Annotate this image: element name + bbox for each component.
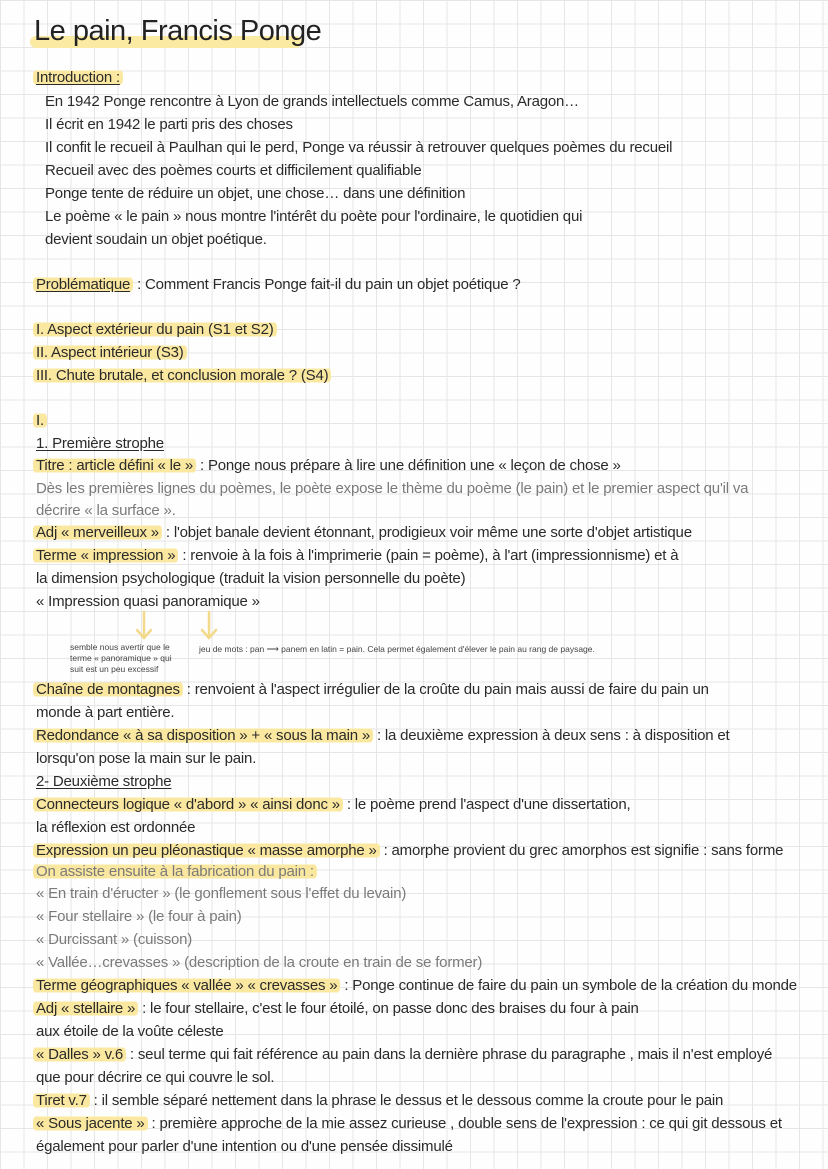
section-heading: I. xyxy=(36,411,47,431)
analysis-line: « Dalles » v.6 : seul terme qui fait référence au pain dans la dernière phrase du paragraphe , mais il n'est employé xyxy=(36,1045,772,1065)
plan-item: I. Aspect extérieur du pain (S1 et S2) xyxy=(36,320,277,340)
intro-line: Il écrit en 1942 le parti pris des choses xyxy=(45,116,293,133)
analysis-line: Dès les premières lignes du poèmes, le poète expose le thème du poème (le pain) et le premier aspect qu'il va xyxy=(36,480,749,497)
analysis-line: monde à part entière. xyxy=(36,704,175,721)
right-arrow-icon: ⟶ xyxy=(264,644,282,654)
fabrication-item: « Durcissant » (cuisson) xyxy=(36,931,193,948)
subsection-heading: 2- Deuxième strophe xyxy=(36,773,172,790)
side-note: semble nous avertir que le terme « panoramique » qui suit est un peu excessif xyxy=(70,642,172,674)
plan-item: III. Chute brutale, et conclusion morale ? (S4) xyxy=(36,366,331,386)
analysis-line: Terme géographiques « vallée » « crevasses » : Ponge continue de faire du pain un symbole de la création du monde xyxy=(36,976,797,996)
analysis-line: Connecteurs logique « d'abord » « ainsi donc » : le poème prend l'aspect d'une dissertation, xyxy=(36,795,630,815)
intro-line: Ponge tente de réduire un objet, une chose… dans une définition xyxy=(45,185,466,202)
subsection-heading: 1. Première strophe xyxy=(36,435,164,452)
analysis-line: Titre : article défini « le » : Ponge nous prépare à lire une définition une « leçon de chose » xyxy=(36,456,621,476)
analysis-line: On assiste ensuite à la fabrication du pain : xyxy=(36,862,317,882)
analysis-line: la dimension psychologique (traduit la vision personnelle du poète) xyxy=(36,570,466,587)
down-arrow-icon xyxy=(134,610,154,642)
problematique: Problématique : Comment Francis Ponge fait-il du pain un objet poétique ? xyxy=(36,275,521,295)
analysis-line: Expression un peu pléonastique « masse amorphe » : amorphe provient du grec amorphos est signifie : sans forme xyxy=(36,841,783,861)
analysis-line: aux étoile de la voûte céleste xyxy=(36,1023,224,1040)
intro-line: devient soudain un objet poétique. xyxy=(45,231,267,248)
fabrication-item: « En train d'éructer » (le gonflement sous l'effet du levain) xyxy=(36,885,407,902)
fabrication-item: « Four stellaire » (le four à pain) xyxy=(36,908,242,925)
analysis-line: Adj « stellaire » : le four stellaire, c'est le four étoilé, on passe donc des braises du four à pain xyxy=(36,999,639,1019)
quote-line: « Impression quasi panoramique » xyxy=(36,593,260,610)
intro-heading: Introduction : xyxy=(36,68,123,88)
analysis-line: également pour parler d'une intention ou d'une pensée dissimulé xyxy=(36,1138,453,1155)
analysis-line: Adj « merveilleux » : l'objet banale devient étonnant, prodigieux voir même une sorte d'objet artistique xyxy=(36,523,692,543)
down-arrow-icon xyxy=(199,610,219,642)
page-title: Le pain, Francis Ponge xyxy=(34,15,322,47)
intro-line: Recueil avec des poèmes courts et difficilement qualifiable xyxy=(45,162,422,179)
intro-line: En 1942 Ponge rencontre à Lyon de grands intellectuels comme Camus, Aragon… xyxy=(45,93,579,110)
intro-line: Le poème « le pain » nous montre l'intérêt du poète pour l'ordinaire, le quotidien qui xyxy=(45,208,583,225)
side-note-wordplay: jeu de mots : pan ⟶ panem en latin = pain. Cela permet également d'élever le pain au rang de paysage. xyxy=(199,644,595,654)
analysis-line: Terme « impression » : renvoie à la fois à l'imprimerie (pain = poème), à l'art (impressionnisme) et à xyxy=(36,546,678,566)
analysis-line: décrire « la surface ». xyxy=(36,502,176,519)
analysis-line: Chaîne de montagnes : renvoient à l'aspect irrégulier de la croûte du pain mais aussi de faire du pain un xyxy=(36,680,709,700)
plan-item: II. Aspect intérieur (S3) xyxy=(36,343,187,363)
analysis-line: que pour décrire ce qui couvre le sol. xyxy=(36,1069,275,1086)
analysis-line: lorsqu'on pose la main sur le pain. xyxy=(36,750,257,767)
analysis-line: la réflexion est ordonnée xyxy=(36,819,196,836)
fabrication-item: « Vallée…crevasses » (description de la croute en train de se former) xyxy=(36,954,483,971)
analysis-line: Tiret v.7 : il semble séparé nettement dans la phrase le dessus et le dessous comme la croute pour le pain xyxy=(36,1091,723,1111)
intro-line: Il confit le recueil à Paulhan qui le perd, Ponge va réussir à retrouver quelques poèmes du recueil xyxy=(45,139,673,156)
analysis-line: Redondance « à sa disposition » + « sous la main » : la deuxième expression à deux sens : à disposition et xyxy=(36,726,730,746)
analysis-line: « Sous jacente » : première approche de la mie assez curieuse , double sens de l'expression : ce qui git dessous et xyxy=(36,1114,782,1134)
